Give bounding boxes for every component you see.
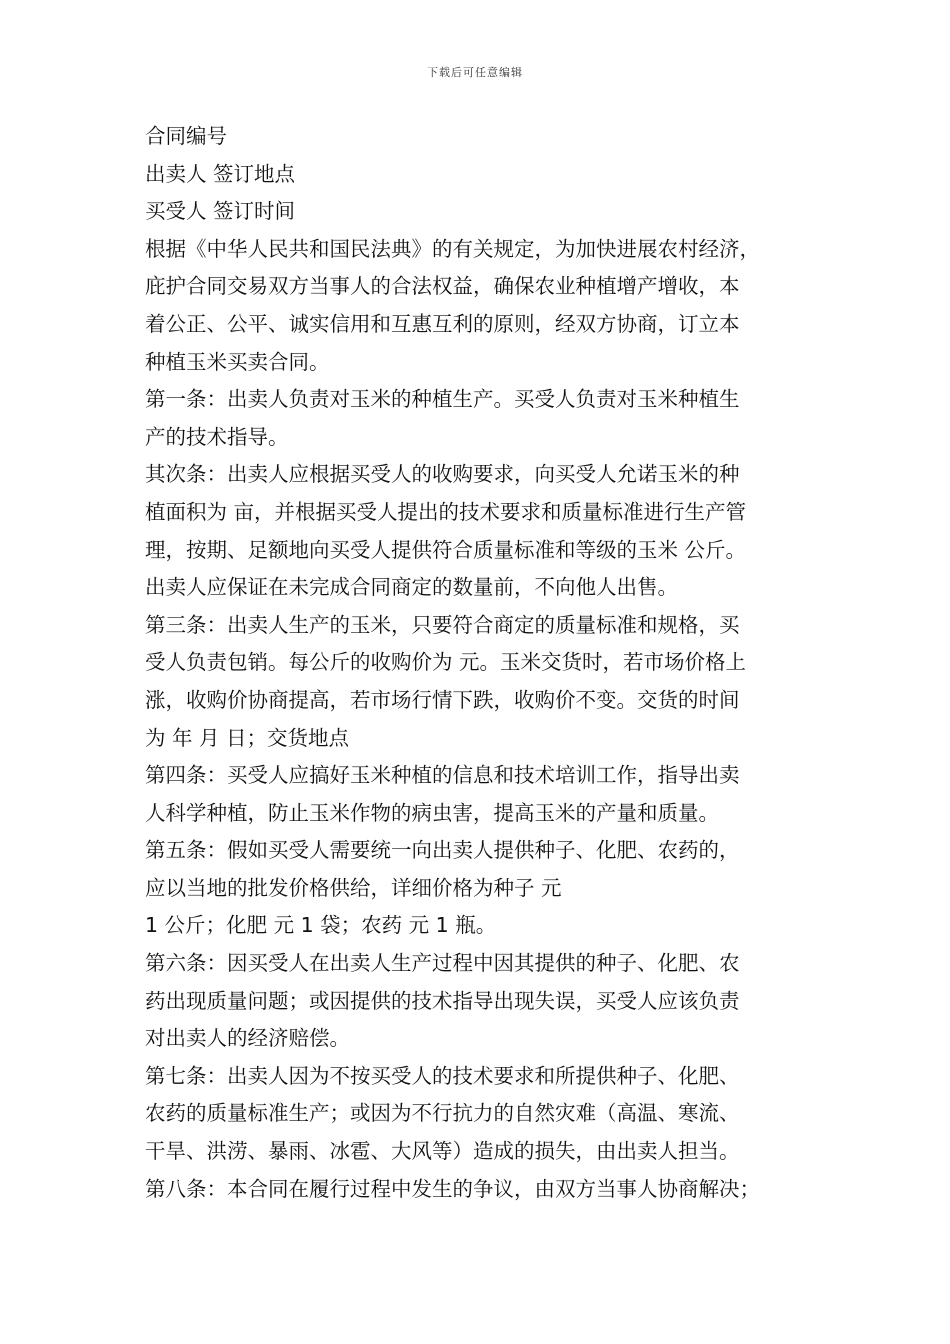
contract-body — [145, 118, 825, 1208]
preamble-line: 种植玉米买卖合同。 — [145, 349, 330, 374]
article-3-line: 受人负责包销。每公斤的收购价为 元。玉米交货时，若市场价格上 — [145, 650, 747, 675]
article-4-line: 第四条：买受人应搞好玉米种植的信息和技术培训工作，指导出卖 — [145, 763, 740, 788]
article-3-line: 第三条：出卖人生产的玉米，只要符合商定的质量标准和规格，买 — [145, 612, 740, 637]
article-7-line: 干旱、洪涝、暴雨、冰雹、大风等）造成的损失，由出卖人担当。 — [145, 1139, 740, 1164]
article-5-line: 第五条：假如买受人需要统一向出卖人提供种子、化肥、农药的， — [145, 838, 740, 863]
article-3-line: 为 年 月 日；交货地点 — [145, 725, 350, 750]
buyer-signing-time-line: 买受人 签订时间 — [145, 199, 296, 224]
preamble-line: 庇护合同交易双方当事人的合法权益，确保农业种植增产增收，本 — [145, 274, 740, 299]
article-1-line: 第一条：出卖人负责对玉米的种植生产。买受人负责对玉米种植生 — [145, 387, 740, 412]
article-2-line: 理，按期、足额地向买受人提供符合质量标准和等级的玉米 公斤。 — [145, 537, 747, 562]
contract-number-line: 合同编号 — [145, 124, 227, 148]
preamble-line: 根据《中华人民共和国民法典》的有关规定，为加快进展农村经济， — [145, 236, 760, 261]
article-1-line: 产的技术指导。 — [145, 424, 289, 449]
page-header: 下载后可任意编辑 — [427, 66, 523, 79]
preamble-line: 着公正、公平、诚实信用和互惠互利的原则，经双方协商，订立本 — [145, 311, 740, 336]
seller-signing-place-line: 出卖人 签订地点 — [145, 161, 296, 186]
article-6-line: 第六条：因买受人在出卖人生产过程中因其提供的种子、化肥、农 — [145, 951, 740, 976]
article-4-line: 人科学种植，防止玉米作物的病虫害，提高玉米的产量和质量。 — [145, 800, 719, 825]
article-8-line: 第八条：本合同在履行过程中发生的争议，由双方当事人协商解决； — [145, 1176, 760, 1201]
article-6-line: 药出现质量问题；或因提供的技术指导出现失误，买受人应该负责 — [145, 988, 740, 1013]
article-2-line: 出卖人应保证在未完成合同商定的数量前，不向他人出售。 — [145, 575, 678, 600]
article-2-line: 植面积为 亩，并根据买受人提出的技术要求和质量标准进行生产管 — [145, 499, 747, 524]
article-3-line: 涨，收购价协商提高，若市场行情下跌，收购价不变。交货的时间 — [145, 687, 740, 712]
article-7-line: 第七条：出卖人因为不按买受人的技术要求和所提供种子、化肥、 — [145, 1063, 740, 1088]
article-5-line: 应以当地的批发价格供给，详细价格为种子 元 — [145, 875, 562, 900]
article-2-line: 其次条：出卖人应根据买受人的收购要求，向买受人允诺玉米的种 — [145, 462, 740, 487]
article-5-line: 1 公斤；化肥 元 1 袋；农药 元 1 瓶。 — [145, 913, 497, 938]
article-6-line: 对出卖人的经济赔偿。 — [145, 1026, 350, 1051]
article-7-line: 农药的质量标准生产；或因为不行抗力的自然灾难（高温、寒流、 — [145, 1101, 740, 1126]
